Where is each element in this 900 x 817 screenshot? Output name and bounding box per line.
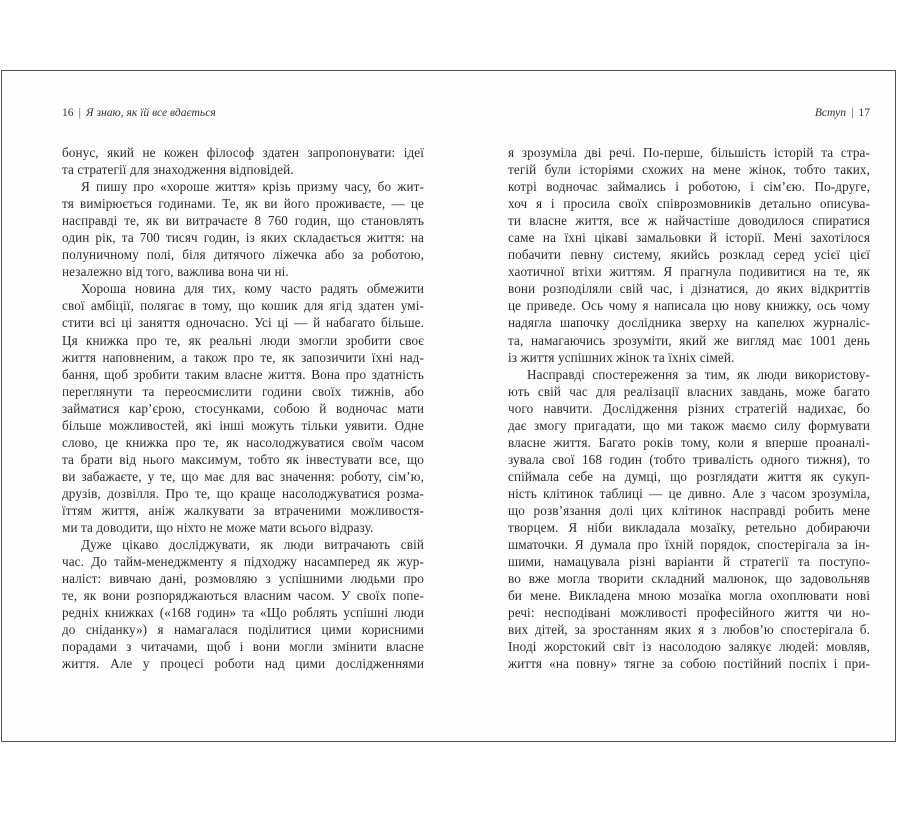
- text-line: бонус, який не кожен філософ здатен запропонувати: ідеї: [62, 145, 424, 160]
- text-line: порадами з читачами, щоб і вони могли змінити власне: [62, 639, 424, 655]
- text-line: надягла шапочку дослідника зверху на капелюх журналіс-: [508, 315, 870, 331]
- text-line: ти власне життя, все ж найчастіше доводилося спиратися: [508, 213, 870, 229]
- text-line: ви забажаєте, у те, що має для вас значення: роботу, сім’ю,: [62, 468, 424, 484]
- text-line: бання, щоб зробити таким власне життя. Вона про здатність: [62, 366, 424, 382]
- text-line: незалежно від того, важлива вона чи ні.: [62, 264, 289, 280]
- text-line: із життя успішних жінок та їхніх сімей.: [508, 349, 735, 365]
- text-line: їттям життя, аніж жалкувати за втраченими можливостя-: [62, 502, 424, 518]
- text-line: саме на їхні цікаві замальовки й історії. Мені захотілося: [508, 230, 870, 246]
- text-line: те, як вони розпоряджаються власним часом. У своїх попе-: [62, 588, 424, 604]
- text-line: вони розподіляли свій час, і дізнатися, до яких відкриттів: [508, 281, 870, 297]
- text-line: я зрозуміла дві речі. По-перше, більшість історій та стра-: [508, 145, 870, 160]
- text-line: полуничному полі, біля дитячого ліжечка або за роботою,: [62, 247, 424, 263]
- text-line: ють свій час для реалізації власних завдань, може багато: [508, 383, 870, 399]
- text-line: редніх книжках («168 годин» та «Що роблять успішні люди: [62, 605, 424, 621]
- text-line: наліст: вивчаю дані, розмовляю з успішними людьми про: [62, 571, 424, 587]
- text-line: займатися кар’єрою, стосунками, собою й водночас мати: [62, 400, 424, 416]
- text-line: вих дітей, за зростанням яких я з любов’ю спостерігала б.: [508, 622, 870, 638]
- text-line: хаотичної втіхи життям. Я прагнула подивитися на те, як: [508, 264, 870, 280]
- text-line: зувала свої 168 годин (тобто тривалість одного тижня), то: [508, 451, 870, 467]
- text-line: переглянути та переосмислити години своїх тижнів, або: [62, 383, 424, 399]
- text-line: Я пишу про «хороше життя» крізь призму часу, бо жит-: [81, 179, 424, 195]
- text-line: насправді те, як ви витрачаєте 8 760 годин, що становлять: [62, 213, 424, 229]
- text-line: Дуже цікаво досліджувати, як люди витрачають свій: [81, 537, 424, 553]
- text-line: хоч я і просила своїх співрозмовників детально описува-: [508, 196, 870, 212]
- text-line: побачити певну систему, якийсь розклад серед усієї цієї: [508, 247, 870, 263]
- book-title-running: Я знаю, як їй все вдається: [85, 106, 216, 119]
- page-body-right: [508, 144, 870, 672]
- text-line: це приведе. Ось чому я написала цю нову книжку, ось чому: [508, 298, 870, 314]
- text-line: ми та доводити, що ніхто не може мати всього відразу.: [62, 520, 374, 536]
- text-line: чого навчити. Дослідження різних стратегій надихає, бо: [508, 400, 870, 416]
- text-line: Іноді жорстокий світ із насолодою залякує людей: мовляв,: [508, 639, 870, 655]
- text-line: один рік, та 700 тисяч годин, із яких складається життя: на: [62, 230, 424, 246]
- text-line: що розв’язання долі цих клітинок насправді робить мене: [508, 502, 870, 518]
- text-line: та брати від нього максимум, тобто як інвестувати все, що: [62, 451, 424, 467]
- text-line: во вже могла творити складний малюнок, що задовольняв: [508, 571, 870, 587]
- text-line: свої амбіції, полягає в тому, що кошик для ягід здатен умі-: [62, 298, 424, 314]
- text-line: життя наповненим, а також про те, як запозичити їхні над-: [62, 349, 424, 365]
- text-line: речі: несподівані можливості професійного життя чи но-: [508, 605, 870, 621]
- text-line: життя. Але у процесі роботи над цими дослідженнями: [62, 656, 424, 672]
- text-line: шими, намацувала різні варіанти й стратегії та поступо-: [508, 554, 870, 570]
- page-number-right: 17: [858, 106, 870, 119]
- chapter-title-running: Вступ: [814, 106, 847, 119]
- text-line: творцем. Я ніби викладала мозаїку, ретельно добираючи: [508, 520, 870, 536]
- text-line: до сніданку») я намагалася поділитися цими корисними: [62, 622, 424, 638]
- text-line: більше можливостей, які інші можуть тільки уявити. Одне: [62, 417, 424, 433]
- text-line: Насправді спостереження за тим, як люди використову-: [527, 366, 870, 382]
- header-separator: |: [78, 106, 81, 119]
- text-line: слово, це книжка про те, як насолоджуватися своїм часом: [62, 434, 424, 450]
- text-line: тя вимірюється годинами. Те, як ви його проживаєте, — це: [62, 196, 424, 212]
- text-line: Ця книжка про те, як реальні люди змогли зробити своє: [62, 332, 424, 348]
- text-line: друзів, дозвілля. Про те, що краще насолоджуватися розма-: [62, 485, 424, 501]
- text-line: котрі водночас займались і роботою, і сім’єю. По-друге,: [508, 179, 870, 195]
- text-line: життя «на повну» тягне за собою постійний поспіх і при-: [508, 656, 870, 672]
- page-body-left: [62, 144, 424, 672]
- text-line: дає змогу пригадати, що ми також маємо силу формувати: [508, 417, 870, 433]
- text-line: шматочки. Я думала про їхній порядок, спостерігала за ін-: [508, 537, 870, 553]
- running-header-right: [508, 106, 870, 120]
- text-line: тегій були історіями схожих на мене жінок, тобто таких,: [508, 162, 870, 178]
- running-header-left: [62, 106, 424, 120]
- text-line: час. До тайм-менеджменту я підходжу насамперед як жур-: [62, 554, 424, 570]
- text-line: ність клітинок таблиці — це дивно. Але з часом зрозуміла,: [508, 485, 870, 501]
- page-number-left: 16: [62, 106, 74, 119]
- text-line: та стратегії для знаходження відповідей.: [62, 162, 294, 178]
- text-line: стити всі ці заняття одночасно. Усі ці — й набагато більше.: [62, 315, 424, 331]
- text-line: Хороша новина для тих, кому часто радять обмежити: [81, 281, 424, 297]
- text-line: та, намагаючись зрозуміти, який же вигляд має 1001 день: [508, 332, 870, 348]
- text-line: спіймала себе на думці, що розглядати життя як сукуп-: [508, 468, 870, 484]
- header-separator: |: [851, 106, 854, 119]
- text-line: би мене. Викладена мною мозаїка могла охоплювати нові: [508, 588, 870, 604]
- text-line: власне життя. Багато років тому, коли я вперше проаналі-: [508, 434, 870, 450]
